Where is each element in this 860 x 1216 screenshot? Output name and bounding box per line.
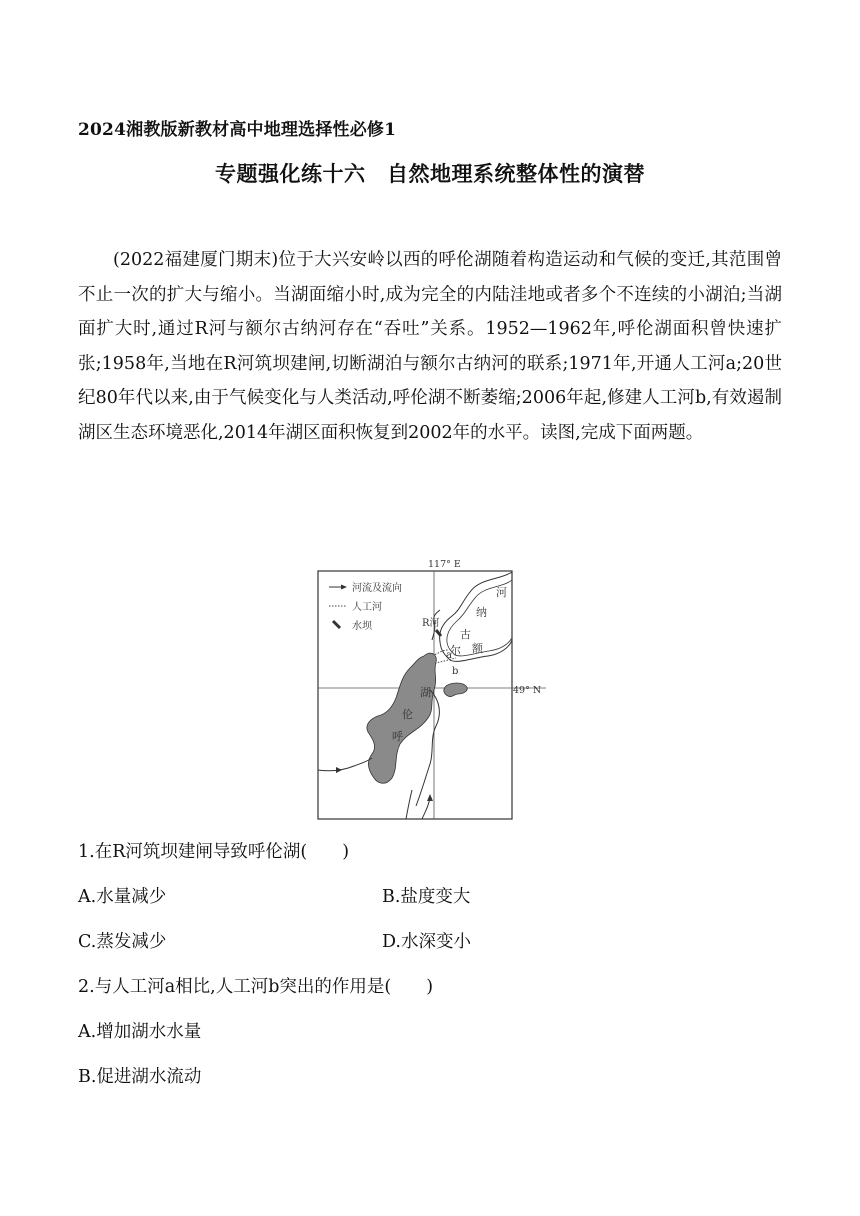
q2-option-b[interactable]: B.促进湖水流动 [78,1067,202,1087]
canal-a-label: a [446,650,452,661]
lake-label-3: 呼 [392,730,403,743]
legend-river-label: 河流及流向 [352,583,402,594]
west-river [318,758,372,771]
map-legend [329,581,402,632]
longitude-label: 117° E [428,559,461,570]
dam-icon [333,621,340,628]
south-river-branch [406,790,412,819]
legend-canal-label: 人工河 [352,602,382,613]
hulun-lake-map [312,558,562,826]
erguna-label-1: 河 [496,586,507,599]
erguna-label-5: 额 [472,642,483,655]
legend-dam-label: 水坝 [352,621,372,632]
south-river-branch-2 [422,798,430,819]
lake-label-2: 伦 [402,708,413,721]
question-1-stem: 1.在R河筑坝建闸导致呼伦湖( ) [78,842,350,862]
q2-option-a[interactable]: A.增加湖水水量 [78,1022,202,1042]
lake-label-1: 湖 [420,686,431,699]
question-2-stem: 2.与人工河a相比,人工河b突出的作用是( ) [78,977,434,997]
passage-text: (2022福建厦门期末)位于大兴安岭以西的呼伦湖随着构造运动和气候的变迁,其范围曾不止一次的扩大与缩小。当湖面缩小时,成为完全的内陆洼地或者多个不连续的小湖泊;当湖面扩大时,通过R河与额尔古纳河存在“吞吐”关系。1952—1962年,呼伦湖面积曾快速扩张;1958年,当地在R河筑坝建闸,切断湖泊与额尔古纳河的联系;1971年,开通人工河a;20世纪80年代以来,由于气候变化与人类活动,呼伦湖不断萎缩;2006年起,修建人工河b,有效遏制湖区生态环境恶化,2014年湖区面积恢复到2002年的水平。读图,完成下面两题。 [78,250,782,443]
q1-option-c[interactable]: C.蒸发减少 [78,932,167,952]
erguna-label-4: 尔 [450,644,461,657]
erguna-label-3: 古 [460,628,471,641]
q1-option-d[interactable]: D.水深变小 [382,932,471,952]
q1-option-a[interactable]: A.水量减少 [78,887,167,907]
erguna-label-2: 纳 [476,606,487,619]
page-title: 专题强化练十六 自然地理系统整体性的演替 [215,161,645,186]
r-river-label: R河 [422,618,440,629]
latitude-label: 49° N [513,685,542,696]
series-header: 2024湘教版新教材高中地理选择性必修1 [78,120,397,140]
q1-option-b[interactable]: B.盐度变大 [382,887,471,907]
canal-b-label: b [452,666,459,677]
east-small-lake [444,683,467,697]
reading-passage [78,243,782,451]
